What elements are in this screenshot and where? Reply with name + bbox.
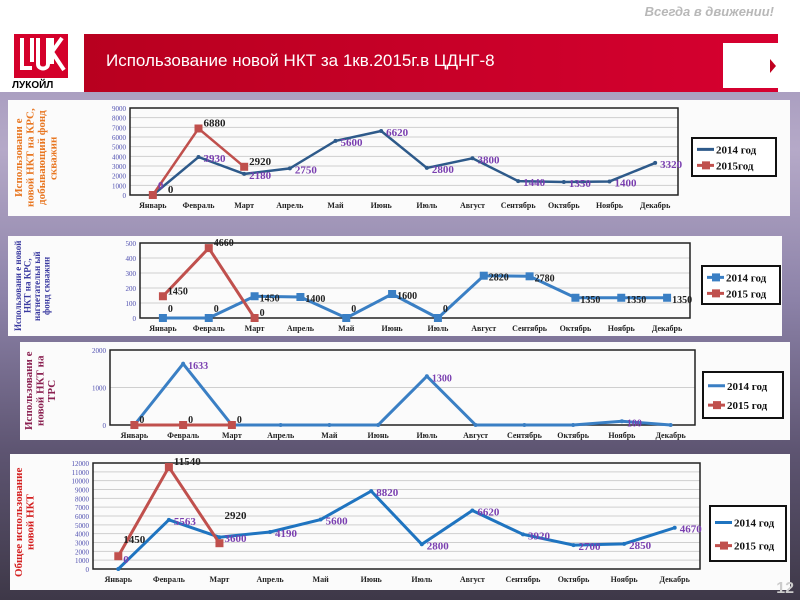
data-label: 2920 — [224, 510, 247, 523]
data-point — [342, 314, 350, 322]
data-point — [572, 543, 576, 547]
x-tick-label: Февраль — [167, 431, 200, 440]
data-label: 0 — [188, 415, 194, 426]
data-point — [425, 374, 429, 378]
data-point — [653, 161, 657, 165]
y-axis-label: Общее использование новой НКТ — [13, 467, 37, 577]
x-tick-label: Апрель — [276, 201, 304, 210]
x-tick-label: Апрель — [256, 575, 284, 584]
data-label: 2850 — [629, 539, 652, 552]
data-point — [130, 421, 138, 429]
x-tick-label: Июль — [427, 324, 449, 333]
y-tick-label: 8000 — [75, 495, 89, 504]
x-tick-label: Октябрь — [547, 201, 580, 210]
x-tick-label: Март — [221, 431, 242, 440]
x-tick-label: Сентябрь — [505, 575, 541, 584]
data-point — [516, 179, 520, 183]
data-point — [251, 314, 259, 322]
legend-entry: 2015 год — [727, 400, 768, 413]
y-tick-label: 2000 — [92, 347, 106, 355]
data-label: 0 — [236, 415, 242, 426]
y-tick-label: 1000 — [112, 182, 126, 191]
data-point — [474, 423, 478, 427]
chart-krs-production — [8, 100, 790, 216]
data-label: 1450 — [123, 534, 146, 547]
y-tick-label: 10000 — [71, 477, 89, 486]
legend-marker — [720, 542, 728, 550]
header — [0, 0, 800, 92]
x-tick-label: Февраль — [182, 201, 215, 210]
data-point — [376, 423, 380, 427]
legend-entry: 2015год — [716, 160, 754, 173]
x-tick-label: Июнь — [370, 201, 392, 210]
series-line-2014 — [118, 491, 674, 569]
chart-krs-injection — [8, 236, 782, 336]
y-tick-label: 3000 — [75, 539, 89, 548]
data-label: 100 — [626, 418, 642, 430]
data-point — [327, 423, 331, 427]
y-tick-label: 5000 — [112, 143, 126, 152]
x-tick-label: Август — [459, 575, 485, 584]
x-tick-label: Май — [327, 201, 344, 210]
x-tick-label: Апрель — [286, 324, 314, 333]
y-tick-label: 0 — [102, 422, 106, 430]
x-tick-label: Январь — [104, 575, 132, 584]
data-label: 0 — [213, 304, 219, 315]
x-tick-label: Август — [463, 431, 489, 440]
y-tick-label: 5000 — [75, 521, 89, 530]
y-tick-label: 0 — [85, 566, 89, 574]
data-point — [526, 272, 534, 280]
legend-box — [710, 506, 786, 561]
data-point — [379, 129, 383, 133]
data-point — [617, 294, 625, 302]
y-tick-label: 3000 — [112, 163, 126, 171]
data-point — [181, 362, 185, 366]
data-point — [480, 272, 488, 280]
legend-entry: 2014 год — [726, 272, 767, 285]
x-tick-label: Февраль — [192, 324, 225, 333]
data-label: 1300 — [431, 373, 452, 385]
data-point — [522, 423, 526, 427]
x-tick-label: Октябрь — [559, 324, 592, 333]
y-tick-label: 500 — [125, 240, 136, 248]
legend-entry: 2015 год — [734, 540, 775, 553]
chart-svg — [20, 342, 790, 440]
y-tick-label: 300 — [125, 270, 136, 278]
data-label: 4190 — [275, 527, 298, 540]
data-label: 1450 — [259, 293, 280, 305]
x-tick-label: Сентябрь — [500, 201, 536, 210]
y-tick-label: 200 — [125, 285, 136, 293]
legend-marker — [712, 289, 720, 297]
y-tick-label: 6000 — [112, 134, 126, 142]
x-tick-label: Декабрь — [655, 431, 686, 440]
data-label: 3600 — [224, 533, 247, 546]
x-tick-label: Декабрь — [651, 324, 683, 333]
data-point — [669, 423, 673, 427]
x-tick-label: Декабрь — [640, 201, 671, 210]
data-label: 3920 — [527, 530, 550, 543]
data-point — [471, 156, 475, 160]
x-tick-label: Ноябрь — [595, 201, 624, 210]
data-point — [240, 163, 248, 171]
chart-svg — [10, 454, 790, 590]
y-tick-label: 2000 — [75, 548, 89, 557]
data-label: 6620 — [477, 506, 500, 519]
y-axis-label: Использовани е новой НКТ на КРС, добывающий фонд скважин — [13, 108, 60, 208]
x-tick-label: Июль — [416, 201, 438, 210]
x-tick-label: Июнь — [367, 431, 389, 440]
data-point — [167, 518, 171, 522]
x-tick-label: Январь — [149, 324, 177, 333]
data-point — [205, 314, 213, 322]
y-tick-label: 400 — [125, 255, 136, 263]
y-axis-label: Использовани е новой НКТ на ТРС — [23, 351, 59, 431]
x-tick-label: Март — [209, 575, 230, 584]
legend-entry: 2014 год — [716, 144, 757, 157]
data-label: 1350 — [672, 294, 693, 306]
data-point — [114, 552, 122, 560]
data-point — [319, 518, 323, 522]
title-bar — [84, 34, 778, 92]
data-label: 6880 — [203, 117, 226, 130]
x-tick-label: Июль — [411, 575, 433, 584]
data-label: 1350 — [568, 177, 591, 190]
data-label: 0 — [139, 415, 145, 426]
page-number: 12 — [776, 580, 794, 597]
data-label: 1350 — [580, 294, 601, 306]
x-tick-label: Февраль — [152, 575, 185, 584]
data-label: 0 — [157, 180, 164, 192]
x-tick-label: Май — [321, 431, 338, 440]
y-tick-label: 1000 — [92, 384, 106, 393]
x-tick-label: Январь — [120, 431, 149, 440]
y-tick-label: 1000 — [75, 557, 89, 566]
data-point — [608, 179, 612, 183]
data-label: 11540 — [173, 456, 201, 469]
data-point — [369, 489, 373, 493]
x-tick-label: Май — [338, 324, 355, 333]
data-point — [242, 172, 246, 176]
data-point — [425, 166, 429, 170]
y-tick-label: 6000 — [75, 513, 89, 521]
y-axis-label: Использовани е новой НКТ на КРС, нагнетательн ый фонд скважин — [13, 240, 52, 332]
data-label: 3800 — [477, 154, 500, 167]
data-label: 1450 — [167, 286, 188, 298]
x-tick-label: Декабрь — [659, 575, 690, 584]
data-point — [562, 180, 566, 184]
y-tick-label: 12000 — [71, 460, 89, 468]
data-label: 8820 — [376, 487, 399, 500]
data-label: 5563 — [173, 515, 196, 528]
next-arrow-button[interactable] — [723, 43, 778, 88]
legend-marker — [712, 273, 720, 281]
x-tick-label: Март — [234, 201, 255, 210]
data-point — [434, 314, 442, 322]
data-label: 1440 — [523, 177, 546, 190]
legend-entry: 2014 год — [727, 380, 768, 393]
y-tick-label: 2000 — [112, 172, 126, 181]
data-point — [228, 421, 236, 429]
y-tick-label: 9000 — [112, 105, 126, 113]
data-label: 3320 — [660, 158, 683, 171]
y-tick-label: 8000 — [112, 114, 126, 123]
x-tick-label: Ноябрь — [610, 575, 638, 584]
x-tick-label: Ноябрь — [607, 324, 635, 333]
data-label: 2700 — [578, 541, 601, 554]
data-point — [215, 539, 223, 547]
y-tick-label: 4000 — [75, 530, 89, 539]
y-tick-label: 0 — [122, 192, 126, 200]
slogan: Всегда в движении! — [644, 4, 774, 19]
data-point — [622, 542, 626, 546]
legend-entry: 2014 год — [734, 517, 775, 530]
chart-svg — [8, 236, 782, 336]
series-line-2015 — [163, 248, 255, 318]
data-point — [251, 292, 259, 300]
data-label: 0 — [442, 304, 448, 315]
data-label: 5600 — [340, 136, 363, 149]
data-point — [334, 139, 338, 143]
lukoil-logo-icon — [14, 34, 68, 78]
data-point — [571, 423, 575, 427]
x-tick-label: Июль — [416, 431, 438, 440]
data-label: 0 — [123, 554, 129, 566]
x-tick-label: Август — [460, 201, 485, 210]
legend-entry: 2015 год — [726, 288, 767, 301]
y-tick-label: 7000 — [75, 504, 89, 513]
data-label: 5600 — [325, 515, 348, 528]
legend-marker — [702, 161, 710, 169]
chart-svg — [8, 100, 790, 216]
data-label: 1400 — [305, 294, 326, 305]
data-point — [159, 314, 167, 322]
y-tick-label: 11000 — [71, 468, 89, 477]
data-label: 2800 — [431, 163, 454, 176]
x-tick-label: Июнь — [360, 575, 382, 584]
data-point — [571, 294, 579, 302]
data-label: 1633 — [188, 360, 209, 372]
data-point — [179, 421, 187, 429]
x-tick-label: Август — [471, 324, 497, 333]
data-label: 0 — [167, 304, 173, 315]
data-point — [159, 292, 167, 300]
data-point — [288, 166, 292, 170]
x-tick-label: Март — [244, 324, 265, 333]
data-label: 2800 — [426, 540, 449, 553]
data-label: 2780 — [534, 273, 555, 285]
data-point — [388, 290, 396, 298]
y-tick-label: 0 — [132, 315, 136, 323]
x-tick-label: Апрель — [267, 431, 295, 440]
chart-total — [10, 454, 790, 590]
chart-trs — [20, 342, 790, 440]
data-label: 2920 — [249, 155, 272, 168]
data-label: 3930 — [203, 153, 226, 166]
y-tick-label: 9000 — [75, 486, 89, 495]
data-label: 2750 — [294, 164, 317, 177]
data-label: 2180 — [249, 169, 272, 182]
data-label: 1400 — [614, 177, 637, 190]
data-point — [279, 423, 283, 427]
logo-text: ЛУКОЙЛ — [12, 80, 54, 91]
data-point — [149, 191, 157, 199]
x-tick-label: Октябрь — [557, 575, 590, 584]
data-point — [620, 419, 624, 423]
data-label: 1350 — [626, 294, 647, 306]
data-label: 4670 — [679, 523, 702, 536]
x-tick-label: Май — [312, 575, 329, 584]
x-tick-label: Сентябрь — [506, 431, 542, 440]
data-label: 0 — [259, 308, 265, 319]
data-point — [420, 542, 424, 546]
y-tick-label: 4000 — [112, 153, 126, 162]
data-label: 0 — [351, 304, 357, 315]
data-label: 1600 — [397, 291, 418, 302]
y-tick-label: 7000 — [112, 124, 126, 133]
y-tick-label: 100 — [125, 300, 136, 308]
data-point — [663, 294, 671, 302]
data-point — [195, 124, 203, 132]
data-label: 6620 — [386, 127, 409, 140]
x-tick-label: Октябрь — [557, 431, 589, 440]
data-label: 4660 — [213, 238, 234, 250]
legend-marker — [713, 401, 721, 409]
data-label: 2820 — [488, 272, 509, 284]
x-tick-label: Январь — [139, 201, 167, 210]
data-point — [268, 530, 272, 534]
data-point — [205, 244, 213, 252]
page-title: Использование новой НКТ за 1кв.2015г.в ЦДНГ-8 — [106, 51, 495, 70]
data-point — [116, 567, 120, 571]
x-tick-label: Ноябрь — [608, 431, 636, 440]
series-line-2014 — [134, 364, 670, 425]
data-point — [197, 155, 201, 159]
data-point — [470, 509, 474, 513]
data-point — [296, 293, 304, 301]
data-point — [165, 463, 173, 471]
x-tick-label: Июнь — [381, 324, 403, 333]
data-point — [673, 526, 677, 530]
x-tick-label: Сентябрь — [512, 324, 548, 333]
data-point — [521, 532, 525, 536]
data-label: 0 — [167, 184, 174, 196]
